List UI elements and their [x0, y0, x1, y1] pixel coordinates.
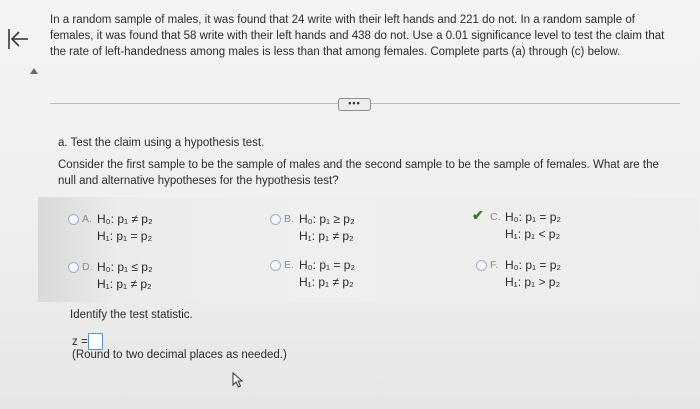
- radio-button[interactable]: [270, 260, 281, 271]
- radio-button[interactable]: [68, 262, 79, 273]
- option-letter: F.: [490, 259, 499, 271]
- null-hypothesis: H₀: p₁ ≥ p₂: [299, 212, 355, 226]
- question-text: In a random sample of males, it was found that 24 write with their left hands and 221 do not. In a random sample of females, it was found that 58 write with their left hands and 438 do not. Use a 0.01 significance level to test the claim that the rate of left-handedness among males is less than that among females. Complete parts (a) through (c) below.: [50, 14, 665, 58]
- option-letter: B.: [284, 213, 294, 225]
- test-statistic-input[interactable]: [88, 333, 103, 350]
- collapse-arrow-icon[interactable]: [30, 68, 38, 74]
- radio-button[interactable]: [68, 214, 79, 225]
- alternative-hypothesis: H₁: p₁ ≠ p₂: [299, 229, 354, 243]
- radio-button[interactable]: [476, 260, 487, 271]
- option-letter: C.: [490, 211, 501, 223]
- checkmark-icon: ✔: [472, 207, 484, 223]
- radio-button[interactable]: [270, 214, 281, 225]
- part-a-label: a. Test the claim using a hypothesis test.: [58, 137, 265, 149]
- option-letter: E.: [284, 259, 294, 271]
- alternative-hypothesis: H₁: p₁ = p₂: [97, 229, 153, 243]
- test-statistic-prompt: Identify the test statistic.: [70, 309, 193, 321]
- answer-options: [38, 197, 698, 302]
- alternative-hypothesis: H₁: p₁ < p₂: [505, 227, 561, 241]
- alternative-hypothesis: H₁: p₁ ≠ p₂: [299, 275, 354, 289]
- null-hypothesis: H₀: p₁ = p₂: [505, 258, 562, 272]
- null-hypothesis: H₀: p₁ ≠ p₂: [97, 212, 153, 226]
- alternative-hypothesis: H₁: p₁ ≠ p₂: [97, 277, 152, 291]
- null-hypothesis: H₀: p₁ = p₂: [505, 210, 562, 224]
- alternative-hypothesis: H₁: p₁ > p₂: [505, 275, 561, 289]
- rounding-note: (Round to two decimal places as needed.): [72, 349, 287, 361]
- option-letter: A.: [82, 213, 92, 225]
- hypotheses-prompt: Consider the first sample to be the sample of males and the second sample to be the sample of females. What are the null and alternative hypotheses for the hypothesis test?: [58, 159, 659, 187]
- back-arrow-icon[interactable]: [6, 26, 30, 52]
- null-hypothesis: H₀: p₁ ≤ p₂: [97, 260, 153, 274]
- z-label: z =: [72, 336, 88, 348]
- mouse-pointer-icon: [232, 372, 244, 388]
- expand-button[interactable]: •••: [338, 98, 371, 111]
- null-hypothesis: H₀: p₁ = p₂: [299, 258, 356, 272]
- option-letter: D.: [82, 261, 93, 273]
